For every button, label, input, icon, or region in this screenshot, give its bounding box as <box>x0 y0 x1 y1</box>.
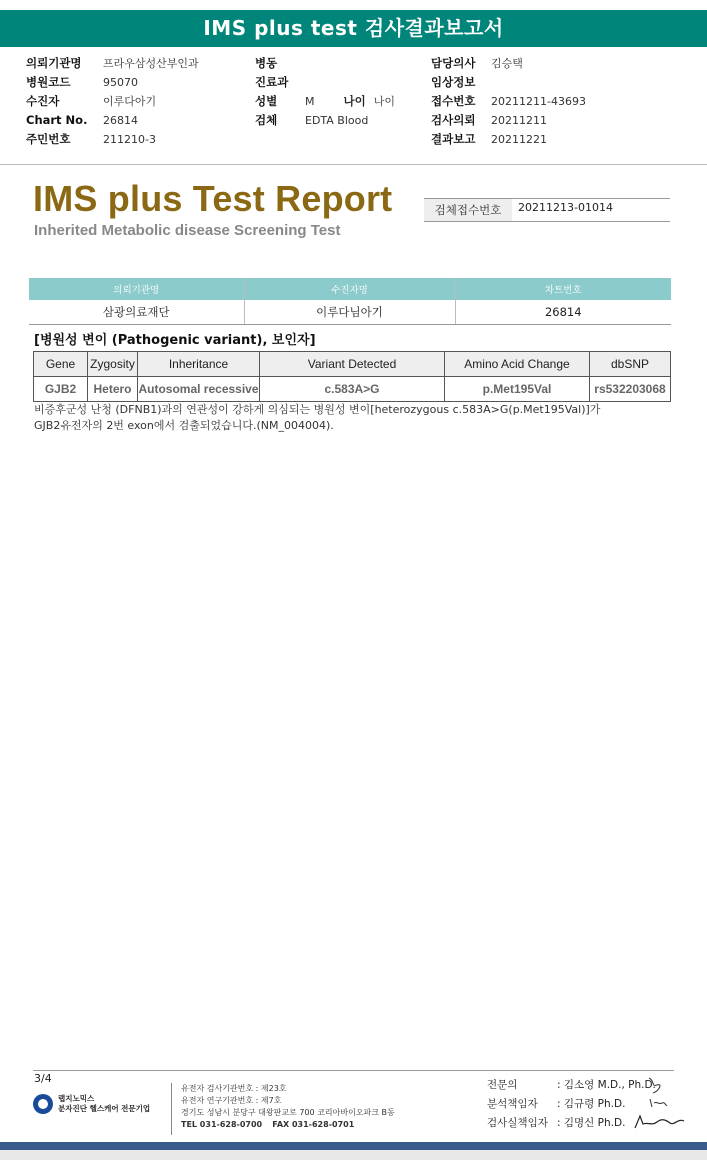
lab-fax: FAX 031-628-0701 <box>272 1120 355 1129</box>
column-header: Gene <box>34 352 88 377</box>
specimen-number-label: 검체접수번호 <box>424 199 512 221</box>
bottom-strip <box>0 1150 707 1160</box>
variant-table <box>33 351 671 402</box>
column-header: Amino Acid Change <box>445 352 590 377</box>
column-header: 차트번호 <box>455 278 671 300</box>
info-row <box>255 92 395 111</box>
info-value: 김승택 <box>491 57 523 70</box>
signer-row <box>487 1076 656 1095</box>
info-value: 95070 <box>103 76 138 89</box>
page-number: 3/4 <box>34 1072 52 1085</box>
table-row <box>34 377 671 402</box>
column-header: Variant Detected <box>260 352 445 377</box>
lab-registration: 유전자 검사기관번호 : 제23호 <box>181 1084 287 1093</box>
table-header-row <box>34 352 671 377</box>
specimen-label: 검체 <box>255 113 278 127</box>
column-header: Inheritance <box>138 352 260 377</box>
column-header: 수진자명 <box>244 278 455 300</box>
signer-name: : 김소영 <box>557 1079 595 1091</box>
report-banner <box>0 10 707 47</box>
table-cell: c.583A>G <box>260 377 445 402</box>
info-row <box>26 111 199 130</box>
lab-research-registration: 유전자 연구기관번호 : 제7호 <box>181 1096 282 1105</box>
company-name: 랩지노믹스 <box>58 1094 95 1103</box>
info-row <box>255 73 395 92</box>
info-value: 20211221 <box>491 133 547 146</box>
section-title: [병원성 변이 (Pathogenic variant), 보인자] <box>34 333 316 348</box>
lab-contact <box>181 1119 395 1131</box>
table-cell: 이루다님아기 <box>244 300 455 324</box>
logo-text <box>58 1094 150 1114</box>
table-cell: rs532203068 <box>590 377 671 402</box>
logo-mark-icon <box>33 1094 53 1114</box>
info-label: Chart No. <box>26 113 88 127</box>
signer-role: 검사실책임자 <box>487 1117 548 1129</box>
report-subtitle: Inherited Metabolic disease Screening Test <box>34 222 341 239</box>
info-value: 20211211 <box>491 114 547 127</box>
footer-divider <box>33 1070 674 1071</box>
info-row <box>431 92 586 111</box>
dept-label: 진료과 <box>255 75 289 89</box>
lab-tel: TEL 031-628-0700 <box>181 1120 263 1129</box>
info-row <box>431 73 586 92</box>
age-label: 나이 <box>343 94 366 108</box>
specimen-value: EDTA Blood <box>305 114 369 127</box>
info-row <box>26 54 199 73</box>
signer-name: : 김명신 <box>557 1117 595 1129</box>
table-row <box>29 300 671 324</box>
column-header: Zygosity <box>88 352 138 377</box>
sex-value: M <box>305 95 315 108</box>
info-value: 26814 <box>103 114 138 127</box>
signer-title: Ph.D. <box>597 1117 626 1129</box>
patient-info-col1 <box>26 54 199 149</box>
info-label: 접수번호 <box>431 94 476 108</box>
signers-list <box>487 1076 656 1133</box>
age-value: 나이 <box>373 95 395 108</box>
lab-address <box>181 1083 395 1131</box>
info-row <box>431 130 586 149</box>
bottom-bar <box>0 1142 707 1150</box>
result-description <box>34 402 674 434</box>
info-row <box>431 111 586 130</box>
lab-address-line: 경기도 성남시 분당구 대왕판교로 700 코리아바이오파크 B동 <box>181 1108 395 1117</box>
sex-label: 성별 <box>255 94 278 108</box>
banner-title: IMS plus test 검사결과보고서 <box>203 16 504 40</box>
info-label: 병원코드 <box>26 75 71 89</box>
info-label: 검사의뢰 <box>431 113 476 127</box>
signer-row <box>487 1095 656 1114</box>
signer-name: : 김규령 <box>557 1098 595 1110</box>
ward-label: 병동 <box>255 56 278 70</box>
table-cell: Autosomal recessive <box>138 377 260 402</box>
report-title: IMS plus Test Report <box>33 178 393 219</box>
table-header-row <box>29 278 671 300</box>
patient-info-col3 <box>431 54 586 149</box>
info-label: 임상정보 <box>431 75 476 89</box>
info-value: 프라우삼성산부인과 <box>103 57 199 70</box>
specimen-number-value: 20211213-01014 <box>518 201 613 214</box>
column-header: 의뢰기관명 <box>29 278 244 300</box>
signer-row <box>487 1114 656 1133</box>
info-label: 주민번호 <box>26 132 71 146</box>
info-row <box>431 54 586 73</box>
signer-role: 분석책임자 <box>487 1098 538 1110</box>
table-cell: p.Met195Val <box>445 377 590 402</box>
info-row <box>26 73 199 92</box>
footer-vertical-divider <box>171 1083 172 1135</box>
info-label: 결과보고 <box>431 132 476 146</box>
signer-title: Ph.D. <box>597 1098 626 1110</box>
signature-1 <box>645 1075 665 1095</box>
info-value: 211210-3 <box>103 133 156 146</box>
table-cell: 삼광의료재단 <box>29 300 244 324</box>
info-row <box>255 54 395 73</box>
info-label: 담당의사 <box>431 56 476 70</box>
table-cell: Hetero <box>88 377 138 402</box>
signer-title: M.D., Ph.D. <box>597 1079 656 1091</box>
info-label: 의뢰기관명 <box>26 56 82 70</box>
client-info-table <box>29 278 671 325</box>
signer-role: 전문의 <box>487 1079 518 1091</box>
table-cell: 26814 <box>455 300 671 324</box>
info-value: 20211211-43693 <box>491 95 586 108</box>
patient-info-col2 <box>255 54 395 130</box>
column-header: dbSNP <box>590 352 671 377</box>
info-value: 이루다아기 <box>103 95 157 108</box>
header-divider <box>0 164 707 165</box>
info-row <box>26 130 199 149</box>
specimen-number-box <box>424 198 670 222</box>
table-cell: GJB2 <box>34 377 88 402</box>
company-logo <box>33 1094 150 1114</box>
info-row <box>255 111 395 130</box>
description-line: GJB2유전자의 2번 exon에서 검출되었습니다.(NM_004004). <box>34 419 334 432</box>
info-label: 수진자 <box>26 94 60 108</box>
signature-3 <box>632 1110 686 1132</box>
description-line: 비증후군성 난청 (DFNB1)과의 연관성이 강하게 의심되는 병원성 변이[heterozygous c.583A>G(p.Met195Val)]가 <box>34 403 601 416</box>
info-row <box>26 92 199 111</box>
company-tagline: 분자진단 헬스케어 전문기업 <box>58 1104 151 1113</box>
